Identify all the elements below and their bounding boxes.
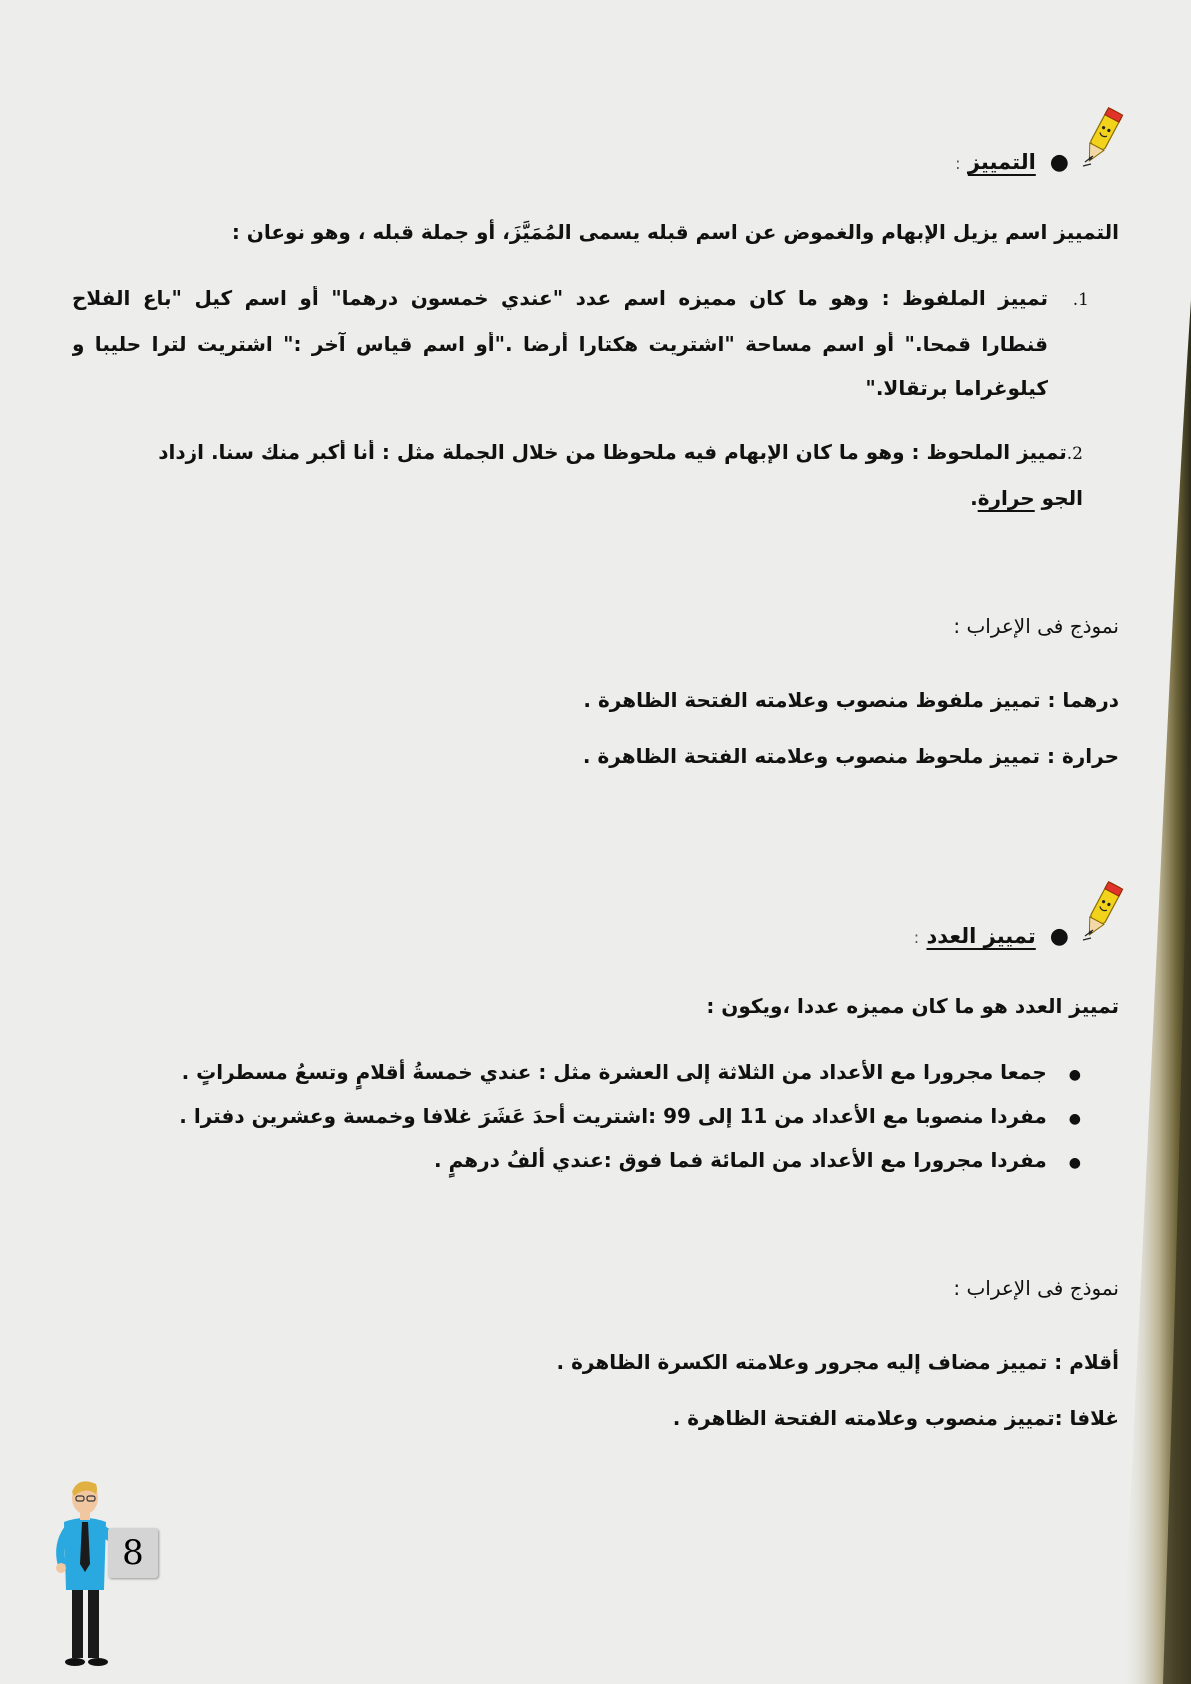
section1-heading-text: التمييز — [967, 150, 1036, 174]
example1-row-2: حرارة : تمييز ملحوظ منصوب وعلامته الفتحة الظاهرة . — [582, 744, 1119, 768]
example2-title: نموذج فى الإعراب : — [953, 1276, 1119, 1300]
bullet-icon: ● — [1068, 1067, 1081, 1083]
bullet-icon: ● — [1068, 1111, 1081, 1127]
underlined-example: أرضا — [523, 332, 569, 356]
section1-heading — [955, 150, 1069, 175]
underlined-example: قمحا — [922, 332, 971, 356]
section2-heading-colon: : — [913, 928, 920, 947]
item2-line1: 2.تمييز الملحوظ : وهو ما كان الإبهام فيه ملحوظا من خلال الجملة مثل : أنا أكبر منك سنا. ازداد — [158, 440, 1083, 464]
underlined-example: حرارة — [977, 486, 1035, 510]
underlined-example: درهما — [341, 286, 399, 310]
section2-heading-text: تمييز العدد — [926, 924, 1036, 948]
item1-line1: تمييز الملفوظ : وهو ما كان مميزه اسم عدد "عندي خمسون درهما" أو اسم كيل "باع الفلاح — [72, 286, 1048, 310]
bullet-icon: ● — [1049, 924, 1069, 949]
bullet-icon: ● — [1049, 150, 1069, 175]
page-curl-decoration — [1101, 0, 1191, 1684]
item1-line2: قنطارا قمحا." أو اسم مساحة "اشتريت هكتارا أرضا ."أو اسم قياس آخر :" اشتريت لترا حليبا و — [72, 332, 1048, 356]
example1-row-1: درهما : تمييز ملفوظ منصوب وعلامته الفتحة الظاهرة . — [583, 688, 1119, 712]
item1-line3: كيلوغراما برتقالا." — [865, 376, 1048, 400]
section1-definition: التمييز اسم يزيل الإبهام والغموض عن اسم قبله يسمى المُمَيَّزَ، أو جملة قبله ، وهو نوعان : — [231, 220, 1119, 244]
list-item: ●جمعا مجرورا مع الأعداد من الثلاثة إلى العشرة مثل : عندي خمسةُ أقلامٍ وتسعُ مسطراتٍ . — [181, 1060, 1081, 1084]
example1-title: نموذج فى الإعراب : — [953, 614, 1119, 638]
pencil-icon — [1079, 878, 1125, 944]
bullet-icon: ● — [1068, 1155, 1081, 1171]
item2-line2: الجو حرارة. — [970, 486, 1083, 510]
section1-heading-colon: : — [955, 154, 961, 173]
underlined-example: سنا — [218, 440, 254, 464]
example2-row-1: أقلام : تمييز مضاف إليه مجرور وعلامته الكسرة الظاهرة . — [556, 1350, 1119, 1374]
list-item: ●مفردا منصوبا مع الأعداد من 11 إلى 99 :اشتريت أحدَ عَشَرَ غلافا وخمسة وعشرين دفترا . — [179, 1104, 1081, 1128]
page-number: 8 — [108, 1528, 158, 1578]
section2-bullet-list — [179, 1060, 1081, 1192]
item2-number: 2. — [1066, 444, 1083, 464]
example2-row-2: غلافا :تمييز منصوب وعلامته الفتحة الظاهرة . — [672, 1406, 1119, 1430]
pencil-icon — [1079, 104, 1125, 170]
list-item: ●مفردا مجرورا مع الأعداد من المائة فما فوق :عندي ألفُ درهمٍ . — [434, 1148, 1081, 1172]
section2-definition: تمييز العدد هو ما كان مميزه عددا ،ويكون : — [706, 994, 1119, 1018]
item1-number: 1. — [1072, 290, 1089, 310]
section2-heading — [914, 924, 1069, 949]
